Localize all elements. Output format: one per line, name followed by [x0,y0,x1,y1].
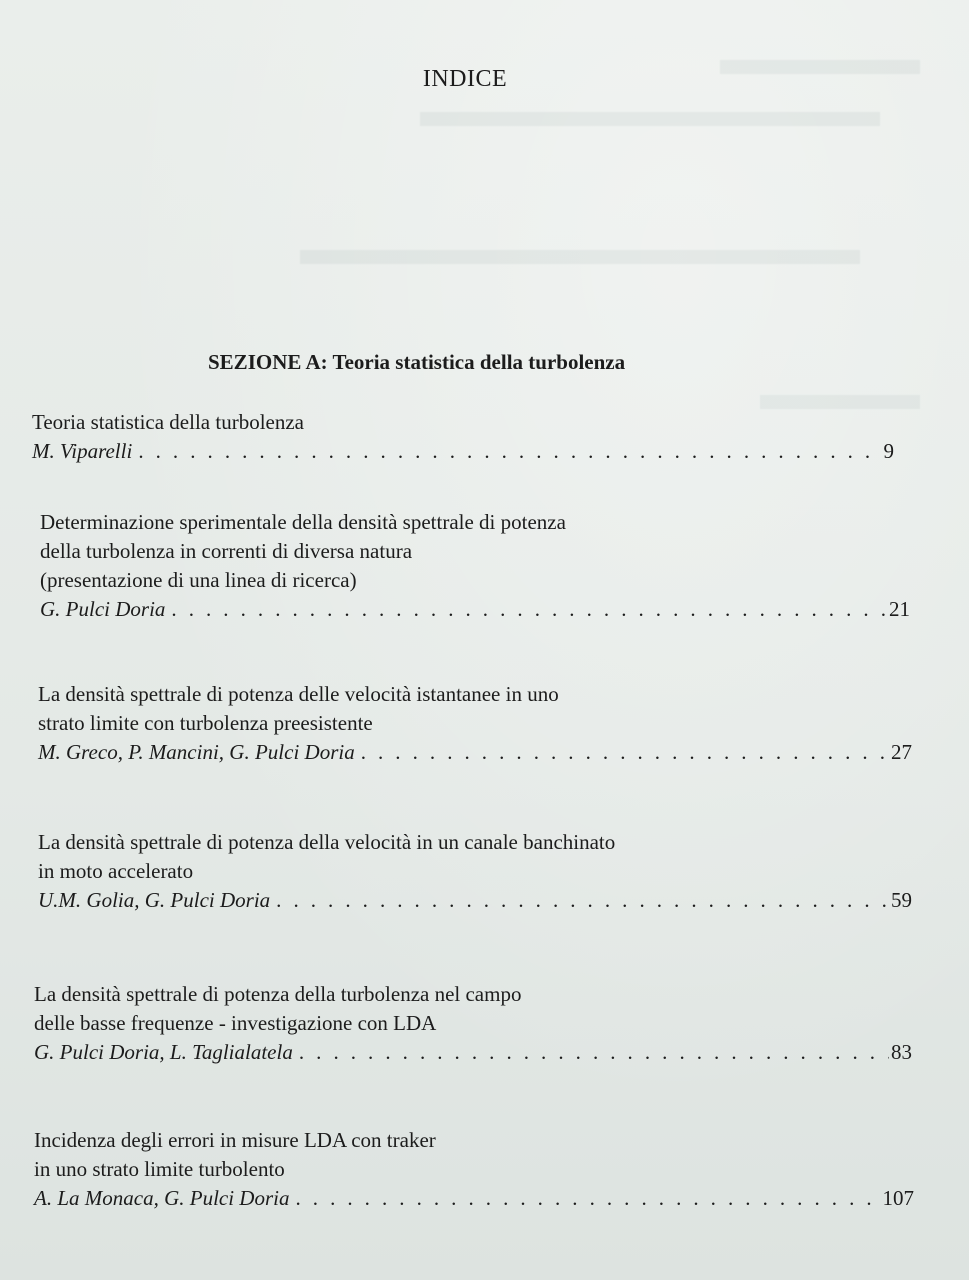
entry-page-number: 107 [882,1186,914,1210]
dot-leader [171,595,887,624]
entry-title-line: La densità spettrale di potenza della velocità in un canale banchinato [38,830,616,854]
page-title: INDICE [422,66,508,92]
entry-page-number: 9 [883,439,894,463]
entry-page-number: 21 [889,597,910,621]
dot-leader [295,1184,880,1213]
entry-authors: U.M. Golia, G. Pulci Doria [38,888,271,912]
entry-title-line: delle basse frequenze - investigazione con LDA [34,1011,437,1035]
toc-entry [38,680,912,767]
dot-leader [276,886,889,915]
bleed-through-decoration [300,250,860,264]
toc-entry [40,508,910,624]
entry-title-line: La densità spettrale di potenza della turbolenza nel campo [34,982,522,1006]
bleed-through-decoration [420,112,880,126]
section-heading: SEZIONE A: Teoria statistica della turbolenza [208,350,626,374]
toc-entry [34,1126,914,1213]
entry-authors-row [32,437,894,466]
toc-entry [38,828,912,915]
entry-authors-row [38,738,912,767]
entry-authors: G. Pulci Doria [40,597,166,621]
entry-page-number: 83 [891,1040,912,1064]
entry-authors-row [40,595,910,624]
bleed-through-decoration [760,395,920,409]
entry-title-line: della turbolenza in correnti di diversa natura [40,539,413,563]
entry-title-line: (presentazione di una linea di ricerca) [40,568,357,592]
entry-title-line: strato limite con turbolenza preesistente [38,711,373,735]
toc-entry [34,980,912,1067]
entry-title-line: in moto accelerato [38,859,194,883]
dot-leader [361,738,889,767]
entry-title-line: Incidenza degli errori in misure LDA con traker [34,1128,436,1152]
entry-title-line: Teoria statistica della turbolenza [32,410,304,434]
entry-page-number: 27 [891,740,912,764]
entry-authors: M. Greco, P. Mancini, G. Pulci Doria [38,740,355,764]
entry-authors: G. Pulci Doria, L. Taglialatela [34,1040,293,1064]
entry-authors: M. Viparelli [32,439,133,463]
entry-authors-row [38,886,912,915]
entry-title-line: in uno strato limite turbolento [34,1157,285,1181]
entry-title-line: Determinazione sperimentale della densità spettrale di potenza [40,510,566,534]
entry-title-line: La densità spettrale di potenza delle velocità istantanee in uno [38,682,559,706]
entry-authors: A. La Monaca, G. Pulci Doria [34,1186,290,1210]
entry-page-number: 59 [891,888,912,912]
entry-authors-row [34,1038,912,1067]
entry-authors-row [34,1184,914,1213]
toc-entry [32,408,894,466]
dot-leader [299,1038,889,1067]
dot-leader [138,437,881,466]
